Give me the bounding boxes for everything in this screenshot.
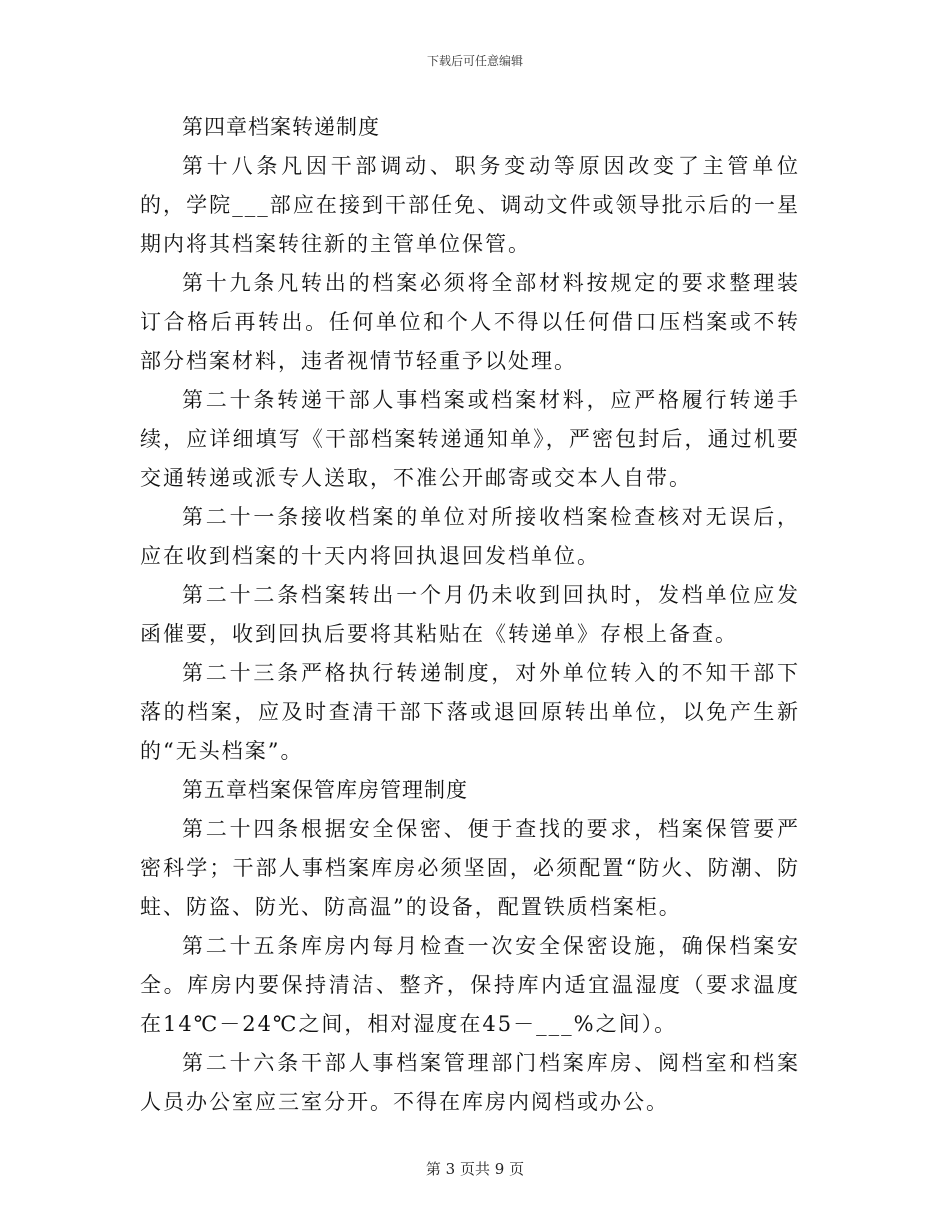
article-21: 第二十一条接收档案的单位对所接收档案检查核对无误后，应在收到档案的十天内将回执退回发档单位。 <box>140 505 800 568</box>
article-25: 第二十五条库房内每月检查一次安全保密设施，确保档案安全。库房内要保持清洁、整齐，保持库内适宜温湿度（要求温度在14℃－24℃之间，相对湿度在45－___%之间）。 <box>140 934 800 1036</box>
article-23: 第二十三条严格执行转递制度，对外单位转入的不知干部下落的档案，应及时查清干部下落或退回原转出单位，以免产生新的“无头档案”。 <box>140 661 800 763</box>
article-19: 第十九条凡转出的档案必须将全部材料按规定的要求整理装订合格后再转出。任何单位和个人不得以任何借口压档案或不转部分档案材料，违者视情节轻重予以处理。 <box>140 271 800 373</box>
page-header: 下载后可任意编辑 <box>426 54 523 68</box>
article-20: 第二十条转递干部人事档案或档案材料，应严格履行转递手续，应详细填写《干部档案转递通知单》，严密包封后，通过机要交通转递或派专人送取，不准公开邮寄或交本人自带。 <box>140 388 800 490</box>
page-footer: 第 3 页共 9 页 <box>425 1160 525 1178</box>
article-26: 第二十六条干部人事档案管理部门档案库房、阅档室和档案人员办公室应三室分开。不得在库房内阅档或办公。 <box>140 1051 800 1114</box>
chapter-heading: 第四章档案转递制度 <box>182 115 380 139</box>
article-24: 第二十四条根据安全保密、便于查找的要求，档案保管要严密科学；干部人事档案库房必须坚固，必须配置“防火、防潮、防蛀、防盗、防光、防高温”的设备，配置铁质档案柜。 <box>140 817 800 919</box>
article-22: 第二十二条档案转出一个月仍未收到回执时，发档单位应发函催要，收到回执后要将其粘贴在《转递单》存根上备查。 <box>140 583 800 646</box>
document-body <box>140 108 800 1122</box>
chapter-heading: 第五章档案保管库房管理制度 <box>182 778 468 802</box>
article-18: 第十八条凡因干部调动、职务变动等原因改变了主管单位的，学院___部应在接到干部任免、调动文件或领导批示后的一星期内将其档案转往新的主管单位保管。 <box>140 154 800 256</box>
